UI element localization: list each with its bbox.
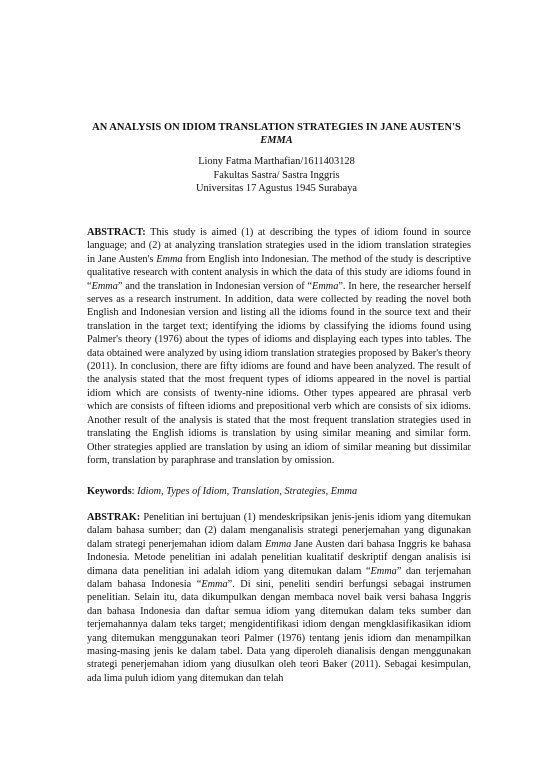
abstrak-emma-2: Emma bbox=[370, 565, 397, 577]
author-name: Liony Fatma Marthafian/1611403128 bbox=[198, 156, 355, 167]
abstrak-text-2: Jane Austen dari bahasa Inggris ke bahasa Indonesia. Metode penelitian ini adalah penelitian kualitatif deskriptif dengan analisis isi dimana data penelitian ini adalah idiom yang ditemukan dalam “ bbox=[87, 538, 471, 577]
abstract-label: ABSTRACT: bbox=[87, 227, 146, 238]
abstract-emma-1: Emma bbox=[156, 253, 183, 265]
abstrak-emma-1: Emma bbox=[265, 538, 292, 550]
abstrak-text-1: Penelitian ini bertujuan (1) mendeskripsikan jenis-jenis idiom yang ditemukan dalam bahasa sumber; dan (2) dalam menganalisis strategi penerjemahan yang digunakan dalam strategi penerjemahan idiom dalam bbox=[87, 512, 471, 550]
abstract-text-3: ” and the translation in Indonesian version of “ bbox=[117, 280, 313, 292]
keywords-separator: : bbox=[131, 486, 138, 497]
author-faculty: Fakultas Sastra/ Sastra Inggris bbox=[213, 169, 340, 181]
paper-title bbox=[60, 121, 493, 147]
title-line-2: EMMA bbox=[260, 135, 293, 146]
abstrak-label: ABSTRAK: bbox=[87, 512, 141, 523]
abstrak-text-3: ” dan terjemahan dalam bahasa Indonesia “ bbox=[87, 565, 471, 591]
keywords-line bbox=[87, 485, 471, 498]
abstract-paragraph bbox=[87, 226, 471, 467]
abstract-text-2: from English into Indonesian. The method of the study is descriptive qualitative research with content analysis in which the data of this study are idioms found in “ bbox=[87, 253, 471, 292]
abstrak-paragraph bbox=[87, 511, 471, 685]
keywords-label: Keywords bbox=[87, 486, 132, 497]
abstract-emma-3: Emma bbox=[312, 280, 339, 292]
abstrak-emma-3: Emma bbox=[201, 579, 228, 591]
title-line-1: AN ANALYSIS ON IDIOM TRANSLATION STRATEGIES IN JANE AUSTEN'S bbox=[92, 122, 461, 133]
abstrak-text-4: ”. Di sini, peneliti sendiri berfungsi sebagai instrumen penelitian. Selain itu, data dikumpulkan dengan membaca novel baik versi bahasa Inggris dan bahasa Indonesia dan daftar semua idiom yang ditemukan dalam teks sumber dan terjemahannya dalam teks target; mengidentifikasi idiom dengan mengklasifikasikan idiom yang ditemukan menggunakan teori Palmer (1976) tentang jenis idiom dan menampilkan masing-masing jenis ke dalam tabel. Data yang diperoleh dianalisis dengan menggunakan strategi penerjemahan idiom yang diusulkan oleh teori Baker (2011). Sebagai kesimpulan, ada lima puluh idiom yang ditemukan dan telah bbox=[87, 579, 471, 684]
abstract-text-4: ”. In here, the researcher herself serves as a research instrument. In addition, data were collected by reading the novel both English and Indonesian version and listing all the idioms found in the source text and their translation in the target text; identifying the idioms by classifying the idioms found using Palmer's theory (1976) about the types of idioms and displaying each types into tables. The data obtained were analyzed by using idiom translation strategies proposed by Baker's theory (2011). In conclusion, there are fifty idioms are found and have been analyzed. The result of the analysis stated that the most frequent types of idioms appeared in the novel is partial idiom which are consists of twenty-nine idioms. Other types appeared are phrasal verb which are consists of fifteen idioms and prepositional verb which are consists of six idioms. Another result of the analysis is stated that the most frequent translation strategies used in translating the English idioms is translation by using similar meaning and similar form. Other strategies applied are translation by using an idiom of similar meaning but dissimilar form, translation by paraphrase and translation by omission. bbox=[87, 280, 471, 466]
abstract-emma-2: Emma bbox=[91, 280, 118, 292]
abstract-text-1: This study is aimed (1) at describing the types of idiom found in source language; and (2) at analyzing translation strategies used in the idiom translation strategies in Jane Austen's bbox=[87, 227, 471, 265]
keywords-list: Idiom, Types of Idiom, Translation, Strategies, Emma bbox=[137, 486, 358, 497]
author-university: Universitas 17 Agustus 1945 Surabaya bbox=[195, 183, 358, 195]
author-block bbox=[60, 155, 493, 196]
